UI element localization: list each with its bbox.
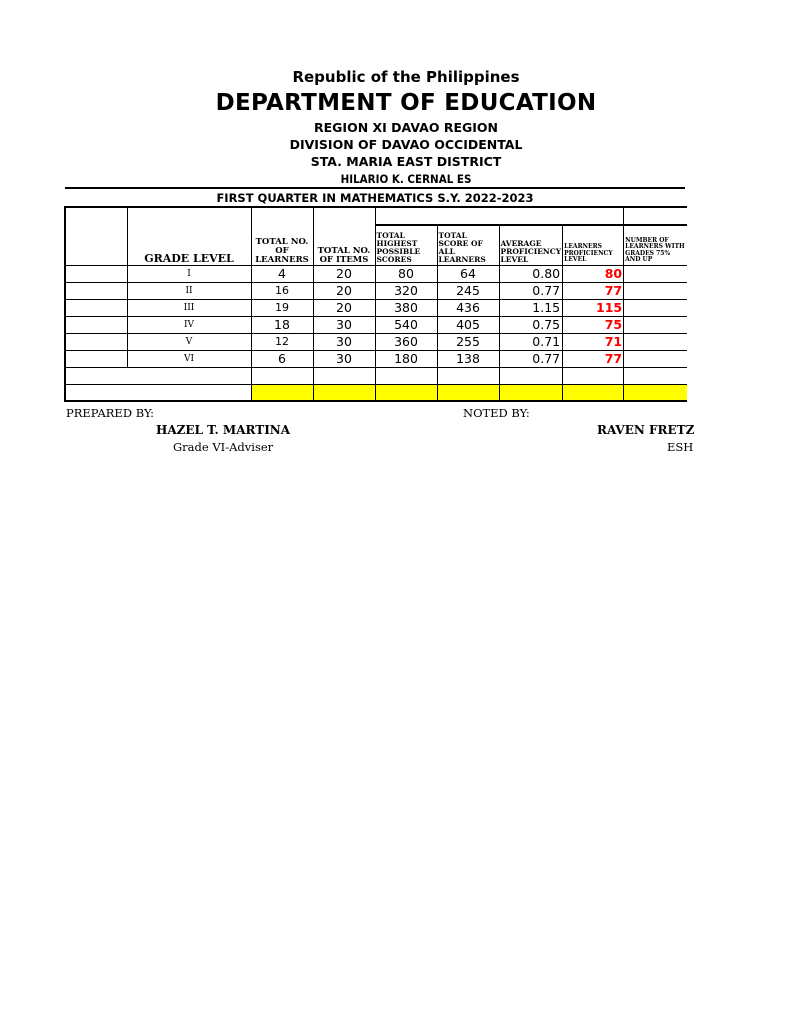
preparer-role: Grade VI-Adviser [173, 440, 274, 454]
total-highest-cell [375, 384, 437, 401]
table-row [65, 265, 687, 282]
empty-row [65, 367, 687, 384]
items-cell: 30 [313, 333, 375, 350]
preparer-name: HAZEL T. MARTINA [156, 423, 291, 437]
grade-cell: II [127, 282, 251, 299]
grade-cell: III [127, 299, 251, 316]
num-75-up-header: NUMBER OF LEARNERS WITH GRADES 75% AND UP [624, 225, 687, 265]
grade-cell: VI [127, 350, 251, 367]
table-row [65, 299, 687, 316]
republic-heading: Republic of the Philippines [292, 68, 520, 86]
total-items-header: TOTAL NO. OF ITEMS [313, 207, 375, 265]
avg-proficiency-header: AVERAGE PROFICIENCY LEVEL [499, 225, 563, 265]
score-cell: 245 [437, 282, 499, 299]
score-cell: 255 [437, 333, 499, 350]
total-75-cell [624, 384, 687, 401]
table-row [65, 316, 687, 333]
grade-cell: V [127, 333, 251, 350]
quarter-title: FIRST QUARTER IN MATHEMATICS S.Y. 2022-2023 [216, 191, 534, 205]
learners-cell: 18 [251, 316, 313, 333]
noted-by-label: NOTED BY: [463, 406, 530, 420]
items-cell: 20 [313, 299, 375, 316]
proficiency-cell: 75 [563, 316, 624, 333]
noter-name: RAVEN FRETZ [597, 423, 695, 437]
table-row [65, 282, 687, 299]
highest-cell: 380 [375, 299, 437, 316]
learners-cell: 4 [251, 265, 313, 282]
learners-cell: 6 [251, 350, 313, 367]
total-avg-cell [499, 384, 563, 401]
highest-cell: 180 [375, 350, 437, 367]
avg-cell: 0.77 [499, 282, 563, 299]
proficiency-cell: 80 [563, 265, 624, 282]
proficiency-cell: 77 [563, 282, 624, 299]
table-row [65, 333, 687, 350]
results-table [64, 206, 687, 402]
blank-group-header [375, 207, 624, 224]
school-name: HILARIO K. CERNAL ES [340, 172, 472, 186]
score-cell: 405 [437, 316, 499, 333]
grade-cell: IV [127, 316, 251, 333]
items-cell: 30 [313, 316, 375, 333]
highest-cell: 540 [375, 316, 437, 333]
items-cell: 30 [313, 350, 375, 367]
learners-cell: 16 [251, 282, 313, 299]
score-cell: 138 [437, 350, 499, 367]
items-cell: 20 [313, 265, 375, 282]
score-cell: 436 [437, 299, 499, 316]
blank-header-right [624, 207, 687, 224]
learners-proficiency-header: LEARNERS PROFICIENCY LEVEL [563, 225, 624, 265]
total-learners-header: TOTAL NO. OF LEARNERS [251, 207, 313, 265]
items-cell: 20 [313, 282, 375, 299]
division-heading: DIVISION OF DAVAO OCCIDENTAL [289, 137, 523, 152]
district-heading: STA. MARIA EAST DISTRICT [310, 154, 502, 169]
total-learners-cell [251, 384, 313, 401]
avg-cell: 0.71 [499, 333, 563, 350]
blank-header-cell [65, 207, 127, 265]
highest-scores-header: TOTAL HIGHEST POSSIBLE SCORES [375, 225, 437, 265]
avg-cell: 1.15 [499, 299, 563, 316]
total-items-cell [313, 384, 375, 401]
proficiency-cell: 115 [563, 299, 624, 316]
avg-cell: 0.77 [499, 350, 563, 367]
grade-level-header: GRADE LEVEL [127, 207, 251, 265]
total-score-cell [437, 384, 499, 401]
proficiency-cell: 77 [563, 350, 624, 367]
learners-cell: 19 [251, 299, 313, 316]
avg-cell: 0.80 [499, 265, 563, 282]
noter-role: ESH [667, 440, 694, 454]
highest-cell: 80 [375, 265, 437, 282]
grade-cell: I [127, 265, 251, 282]
region-heading: REGION XI DAVAO REGION [314, 120, 498, 135]
avg-cell: 0.75 [499, 316, 563, 333]
prepared-by-label: PREPARED BY: [66, 406, 155, 420]
header-row-top [65, 207, 687, 224]
learners-cell: 12 [251, 333, 313, 350]
proficiency-cell: 71 [563, 333, 624, 350]
total-score-header: TOTAL SCORE OF ALL LEARNERS [437, 225, 499, 265]
total-row [65, 384, 687, 401]
header-divider [65, 187, 685, 189]
highest-cell: 360 [375, 333, 437, 350]
total-label-cell [65, 384, 251, 401]
table-row [65, 350, 687, 367]
total-proficiency-cell [563, 384, 624, 401]
department-title: DEPARTMENT OF EDUCATION [215, 90, 597, 116]
highest-cell: 320 [375, 282, 437, 299]
score-cell: 64 [437, 265, 499, 282]
